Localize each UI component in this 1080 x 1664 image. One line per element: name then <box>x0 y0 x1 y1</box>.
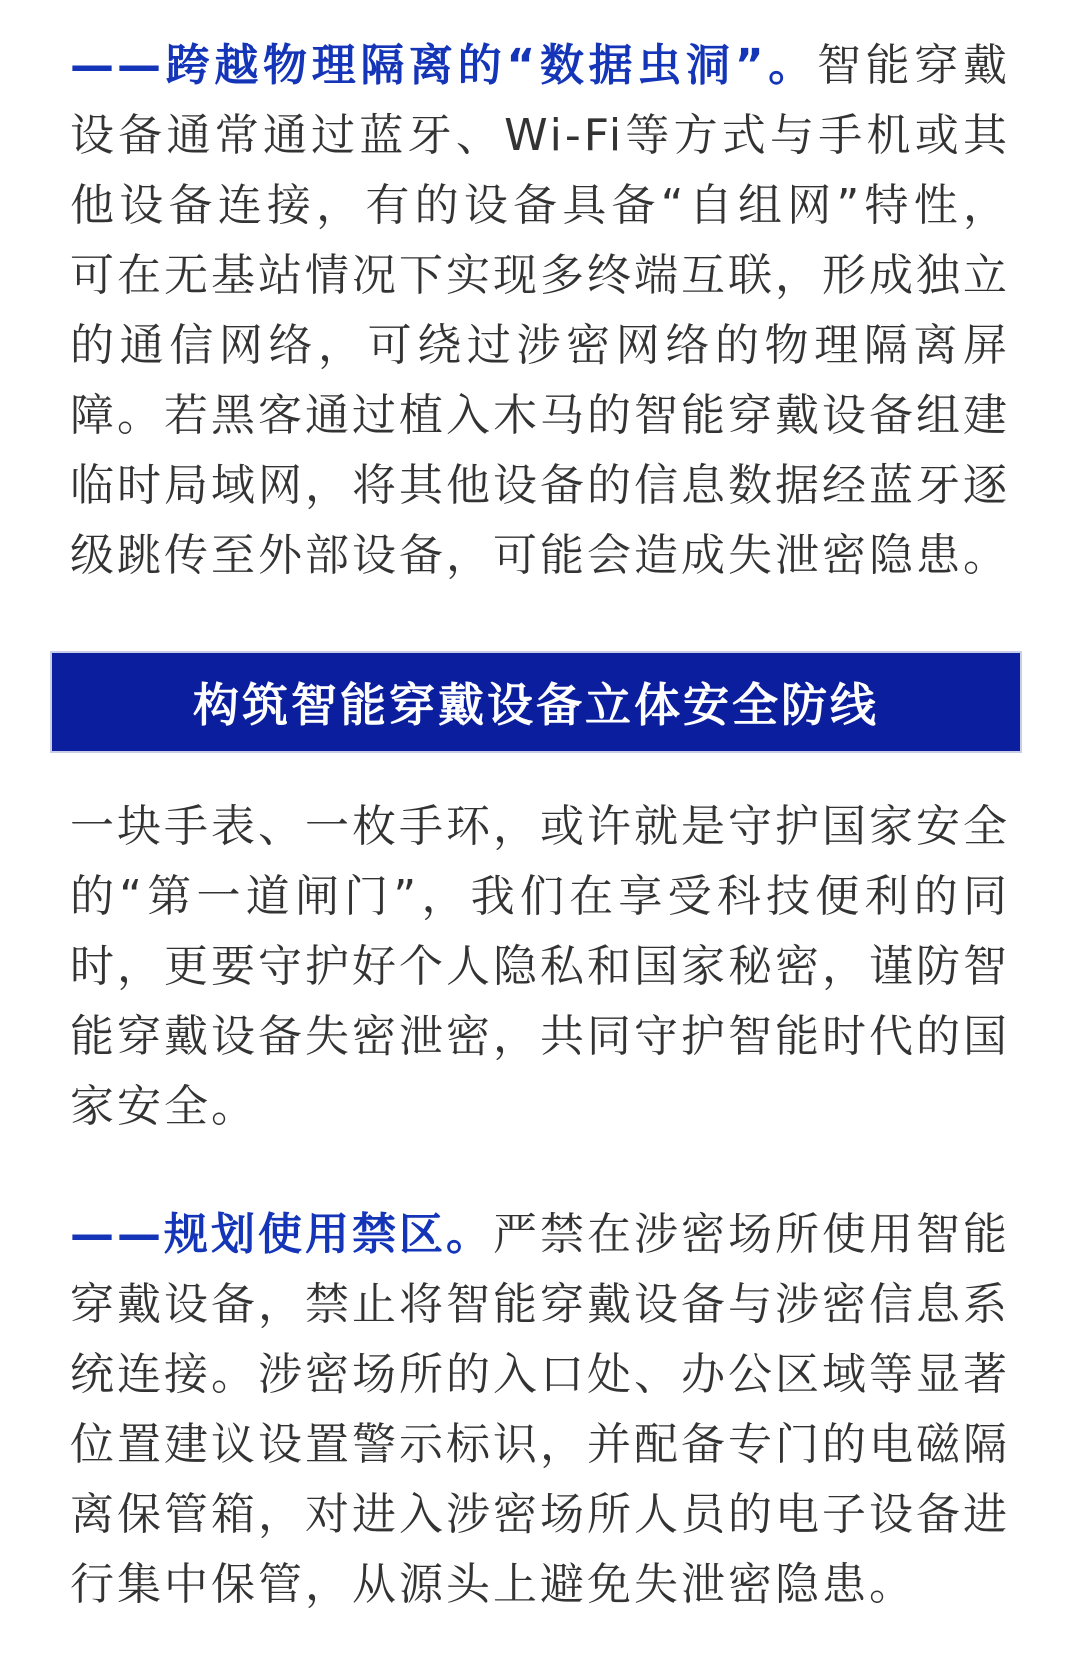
paragraph-lead-heading: ——规划使用禁区。 <box>70 1209 493 1260</box>
paragraph-data-wormhole <box>70 31 1010 591</box>
paragraph-body-text: 严禁在涉密场所使用智能穿戴设备，禁止将智能穿戴设备与涉密信息系统连接。涉密场所的入口处、办公区域等显著位置建议设置警示标识，并配备专门的电磁隔离保管箱，对进入涉密场所人员的电子设备进行集中保管，从源头上避免失泄密隐患。 <box>70 1209 1010 1610</box>
paragraph-lead-heading: ——跨越物理隔离的“数据虫洞”。 <box>70 40 817 91</box>
section-heading: 构筑智能穿戴设备立体安全防线 <box>193 678 879 732</box>
paragraph-body-text: 智能穿戴设备通常通过蓝牙、Wi-Fi等方式与手机或其他设备连接，有的设备具备“自组网”特性，可在无基站情况下实现多终端互联，形成独立的通信网络，可绕过涉密网络的物理隔离屏障。若黑客通过植入木马的智能穿戴设备组建临时局域网，将其他设备的信息数据经蓝牙逐级跳传至外部设备，可能会造成失泄密隐患。 <box>70 40 1010 581</box>
paragraph-body-text: 一块手表、一枚手环，或许就是守护国家安全的“第一道闸门”，我们在享受科技便利的同时，更要守护好个人隐私和国家秘密，谨防智能穿戴设备失密泄密，共同守护智能时代的国家安全。 <box>70 801 1010 1132</box>
section-banner <box>52 653 1020 751</box>
paragraph-restricted-zones <box>70 1200 1010 1620</box>
paragraph-intro <box>70 792 1010 1142</box>
